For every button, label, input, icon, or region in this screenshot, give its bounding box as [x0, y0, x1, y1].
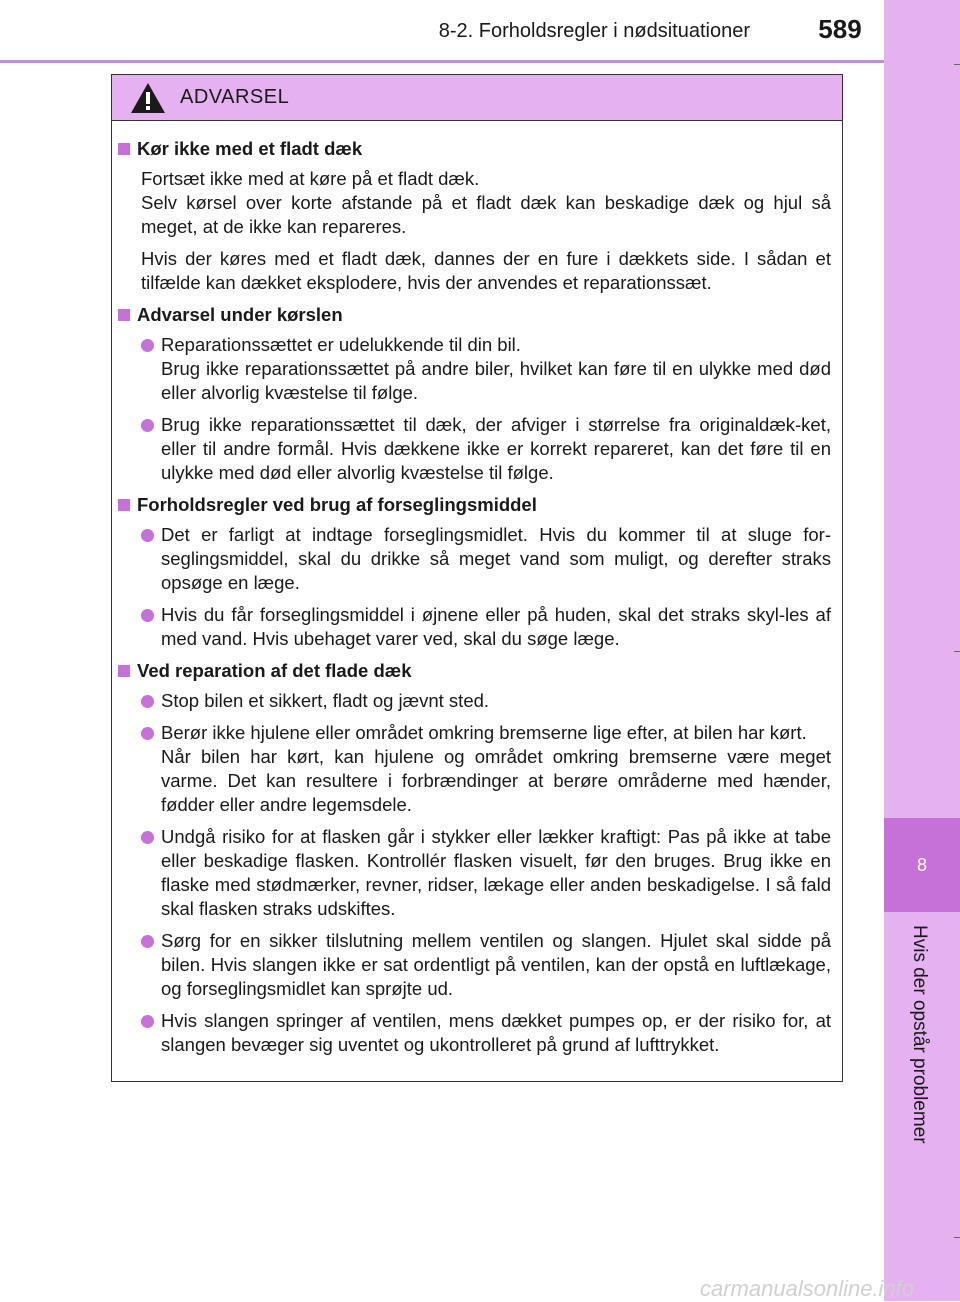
square-bullet-icon [118, 665, 130, 677]
list-item [141, 721, 831, 817]
page-number: 589 [818, 14, 862, 44]
section-heading [118, 303, 831, 327]
crop-mark [954, 64, 960, 65]
side-tab-number: 8 [884, 818, 960, 912]
section-heading [118, 659, 831, 683]
list-item [141, 689, 831, 713]
square-bullet-icon [118, 309, 130, 321]
list-item [141, 333, 831, 405]
watermark: carmanualsonline.info [700, 1276, 915, 1301]
paragraph-line: Hvis der køres med et fladt dæk, dannes der en fure i dækkets side. I sådan et tilfælde kan dækket eksplodere, hvis der anvendes et reparationssæt. [141, 248, 831, 293]
bullet-line: Hvis du får forseglingsmiddel i øjnene eller på huden, skal det straks skyl-les af med vand. Hvis ubehaget varer ved, skal du søge læge. [161, 604, 831, 649]
bullet-line: Når bilen har kørt, kan hjulene og området omkring bremserne være meget varme. Det kan resultere i forbrændinger at berøre områderne med hænder, fødder eller andre legemsdele. [161, 746, 831, 815]
warning-title: ADVARSEL [180, 86, 290, 108]
circle-bullet-icon [141, 339, 154, 352]
section-heading [118, 493, 831, 517]
warning-box [111, 74, 843, 1082]
warning-header [112, 75, 842, 121]
square-bullet-icon [118, 143, 130, 155]
circle-bullet-icon [141, 831, 154, 844]
bullet-line: Hvis slangen springer af ventilen, mens dækket pumpes op, er der risiko for, at slangen bevæger sig uventet og ukontrolleret på grund af lufttrykket. [161, 1010, 831, 1055]
section-heading-text: Advarsel under kørslen [137, 304, 343, 325]
bullet-line: Berør ikke hjulene eller området omkring bremserne lige efter, at bilen har kørt. [161, 722, 807, 743]
bullet-line: Stop bilen et sikkert, fladt og jævnt sted. [161, 690, 490, 711]
circle-bullet-icon [141, 1015, 154, 1028]
list-item [141, 1009, 831, 1057]
bullet-line: Undgå risiko for at flasken går i stykker eller lækker kraftigt: Pas på ikke at tabe eller beskadige flasken. Kontrollér flasken visuelt, før den bruges. Brug ikke en flaske med stødmærker, revner, ridser, lækage eller anden beskadigelse. I så fald skal flasken straks udskiftes. [161, 826, 831, 919]
paragraph [141, 167, 831, 239]
bullet-line: Brug ikke reparationssættet på andre biler, hvilket kan føre til en ulykke med død eller alvorlig kvæstelse til følge. [161, 358, 831, 403]
square-bullet-icon [118, 499, 130, 511]
bullet-line: Reparationssættet er udelukkende til din bil. [161, 334, 521, 355]
paragraph-line: Selv kørsel over korte afstande på et fladt dæk kan beskadige dæk og hjul så meget, at de ikke kan repareres. [141, 192, 831, 237]
list-item [141, 825, 831, 921]
bullet-line: Brug ikke reparationssættet til dæk, der afviger i størrelse fra originaldæk-ket, eller til andre formål. Hvis dækkene ikke er korrekt repareret, kan det føre til en ulykke med død eller alvorlig kvæstelse til følge. [161, 414, 831, 483]
header-rule [0, 60, 884, 63]
circle-bullet-icon [141, 935, 154, 948]
section-heading-text: Forholdsregler ved brug af forseglingsmiddel [137, 494, 537, 515]
circle-bullet-icon [141, 419, 154, 432]
paragraph-line: Fortsæt ikke med at køre på et fladt dæk. [141, 168, 480, 189]
section-heading-text: Ved reparation af det flade dæk [137, 660, 412, 681]
warning-body [112, 121, 842, 1057]
section-heading [118, 137, 831, 161]
side-tab-label: Hvis der opstår problemer [909, 925, 930, 1144]
circle-bullet-icon [141, 695, 154, 708]
list-item [141, 929, 831, 1001]
circle-bullet-icon [141, 609, 154, 622]
list-item [141, 523, 831, 595]
bullet-line: Det er farligt at indtage forseglingsmidlet. Hvis du kommer til at sluge for-seglingsmiddel, skal du drikke så meget vand som muligt, og derefter straks opsøge en læge. [161, 524, 831, 593]
crop-mark [954, 651, 960, 652]
section-title: 8-2. Forholdsregler i nødsituationer [438, 20, 750, 42]
paragraph [141, 247, 831, 295]
section-heading-text: Kør ikke med et fladt dæk [137, 138, 363, 159]
circle-bullet-icon [141, 727, 154, 740]
list-item [141, 413, 831, 485]
circle-bullet-icon [141, 529, 154, 542]
crop-mark [954, 1237, 960, 1238]
list-item [141, 603, 831, 651]
warning-triangle-icon [130, 82, 166, 114]
bullet-line: Sørg for en sikker tilslutning mellem ventilen og slangen. Hjulet skal sidde på bilen. Hvis slangen ikke er sat ordentligt på ventilen, kan der opstå en luftlækage, og forseglingsmidlet kan sprøjte ud. [161, 930, 831, 999]
